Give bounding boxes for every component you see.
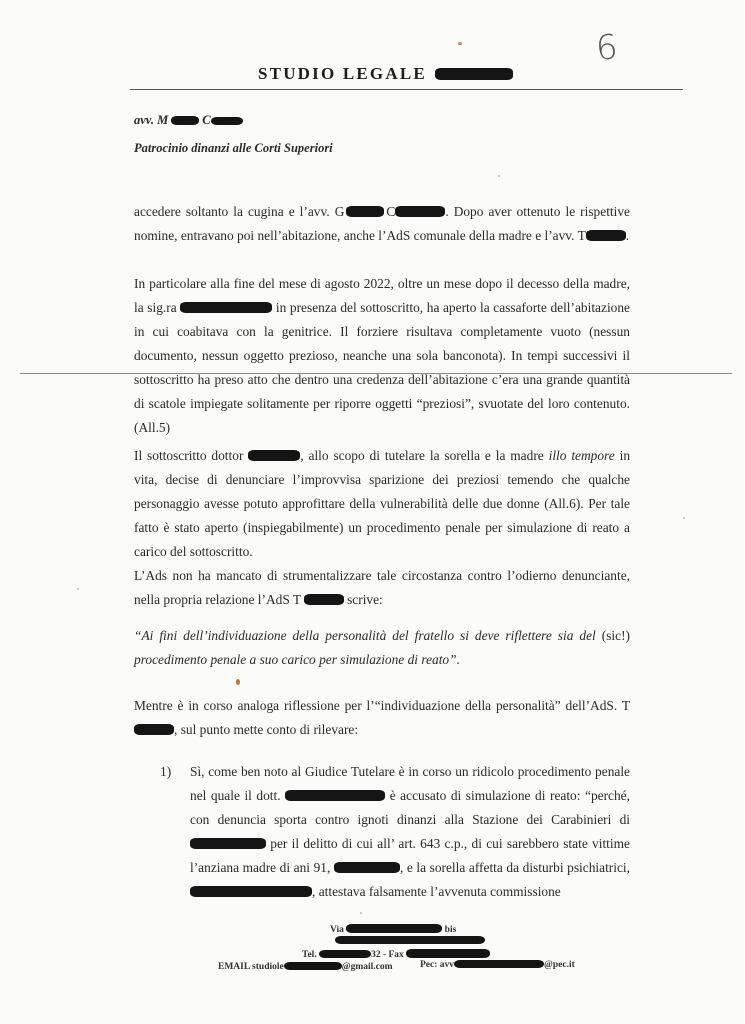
redaction-mark — [395, 206, 445, 217]
footer-address-suffix: bis — [444, 925, 457, 935]
scan-speck — [683, 517, 685, 519]
redaction-mark — [335, 936, 485, 944]
page-number: 6 — [594, 27, 620, 69]
header-subtitle: Patrocinio dinanzi alle Corti Superiori — [134, 141, 333, 155]
paragraph-4 — [134, 564, 630, 612]
paragraph-3 — [134, 444, 630, 564]
redaction-mark — [171, 116, 199, 125]
item-1-text-c: per il delitto di cui all’ art. 643 c.p., di cui sarebbero state vittime l’anziana madre di ani 91, — [190, 836, 630, 875]
paragraph-4-text-a: L’Ads non ha mancato di strumentalizzare tale circostanza contro l’odierno denunciante, nella propria relazione l’AdS T — [134, 568, 630, 607]
redaction-mark — [586, 230, 626, 241]
redaction-mark — [211, 117, 243, 125]
footer-city — [335, 936, 485, 946]
item-1-text-b: è accusato di simulazione di reato: “perché, con denuncia sporta contro ignoti dinanzi alla Stazione dei Carabinieri di — [190, 788, 630, 827]
redaction-mark — [285, 790, 385, 801]
footer-pec-prefix: Pec: avv — [420, 960, 455, 970]
paragraph-1-text-d: . — [625, 228, 630, 243]
redaction-mark — [435, 68, 513, 80]
footer-phone-middle: 32 - Fax — [371, 950, 404, 960]
paragraph-2 — [134, 272, 630, 440]
redaction-mark — [304, 594, 344, 605]
paragraph-1-text-a: accedere soltanto la cugina e l’avv. G — [134, 204, 345, 219]
firm-name-label: STUDIO LEGALE — [258, 64, 427, 83]
footer-phone-prefix: Tel. — [302, 950, 317, 960]
redaction-mark — [190, 886, 312, 897]
attorney-name-prefix: avv. M — [134, 113, 169, 127]
quote-sic: (sic!) — [601, 628, 630, 643]
footer-email-suffix: @gmail.com — [341, 962, 393, 972]
paragraph-5-text-a: Mentre è in corso analoga riflessione per l’“individuazione della personalità” dell’AdS. T — [134, 698, 630, 713]
paragraph-4-text-b: scrive: — [347, 592, 383, 607]
quoted-passage — [134, 624, 630, 672]
redaction-mark — [190, 838, 266, 849]
attorney-name-initial: C — [202, 113, 211, 127]
scan-speck — [498, 175, 500, 177]
firm-title — [258, 64, 513, 84]
item-number: 1) — [160, 764, 172, 779]
item-1-text-e: , attestava falsamente l’avvenuta commissione — [312, 884, 561, 899]
footer-phone — [302, 949, 490, 960]
footer-pec-suffix: @pec.it — [544, 960, 575, 970]
redaction-mark — [346, 924, 442, 933]
paragraph-3-text-a: Il sottoscritto dottor — [134, 448, 244, 463]
header-rule — [130, 89, 683, 90]
scan-speck — [77, 588, 79, 590]
paragraph-3-italic-term: illo tempore — [548, 448, 615, 463]
paragraph-2-text-b: in presenza del sottoscritto, ha aperto la cassaforte dell’abitazione in cui coabitava con la genitrice. Il forziere risultava completamente vuoto (nessun documento, nessun oggetto prezioso, neanche una sola banconota). In tempi successivi il sottoscritto ha preso atto che dentro una credenza dell’abitazione c’era una grande quantità di scatole impiegate solitamente per riporre oggetti “preziosi”, svuotate del loro contenuto. (All.5) — [134, 300, 630, 435]
redaction-mark — [134, 724, 174, 735]
footer-address-prefix: Via — [330, 925, 344, 935]
redaction-mark — [334, 862, 400, 873]
quote-text-c: procedimento penale a suo carico per simulazione di reato”. — [134, 652, 460, 667]
redaction-mark — [346, 206, 384, 217]
paragraph-5-text-b: , sul punto mette conto di rilevare: — [174, 722, 359, 737]
redaction-mark — [284, 962, 342, 970]
footer-pec — [420, 960, 575, 970]
footer-address — [330, 924, 456, 935]
item-1-text-a: Sì, come ben noto al Giudice Tutelare è in corso un ridicolo procedimento penale nel quale il dott. — [190, 764, 630, 803]
redaction-mark — [319, 950, 371, 958]
paragraph-2-text-a: In particolare alla fine del mese di agosto 2022, oltre un mese dopo il decesso della madre, la sig.ra — [134, 276, 630, 315]
redaction-mark — [180, 302, 272, 313]
redaction-mark — [454, 960, 544, 968]
redaction-mark — [406, 949, 490, 958]
attorney-name — [134, 113, 243, 128]
quote-text-a: “Ai fini dell’individuazione della personalità del fratello si deve riflettere sia del — [134, 628, 596, 643]
redaction-mark — [248, 450, 300, 461]
scan-speck — [458, 42, 462, 45]
paragraph-1 — [134, 200, 630, 248]
item-1-text-d: , e la sorella affetta da disturbi psichiatrici, — [399, 860, 630, 875]
scan-speck — [360, 912, 362, 914]
paragraph-1-text-b: C — [386, 204, 396, 219]
scan-speck — [236, 679, 240, 685]
paragraph-3-text-d: in vita, decise di denunciare l’improvvisa sparizione dei preziosi temendo che qualche personaggio avesse potuto approfittare della vulnerabilità delle due donne (All.6). Per tale fatto è stato aperto (inspiegabilmente) un procedimento penale per simulazione di reato a carico del sottoscritto. — [134, 448, 631, 559]
paragraph-5 — [134, 694, 630, 742]
paragraph-3-text-b: , allo scopo di tutelare la sorella e la madre — [300, 448, 544, 463]
numbered-item-1 — [160, 760, 630, 904]
footer-email-prefix: EMAIL studiole — [218, 962, 284, 972]
footer-email — [218, 962, 393, 972]
paragraph-1-text-c: . Dopo aver ottenuto le rispettive nomine, entravano poi nell’abitazione, anche l’AdS comunale della madre e l’avv. T — [134, 204, 630, 243]
